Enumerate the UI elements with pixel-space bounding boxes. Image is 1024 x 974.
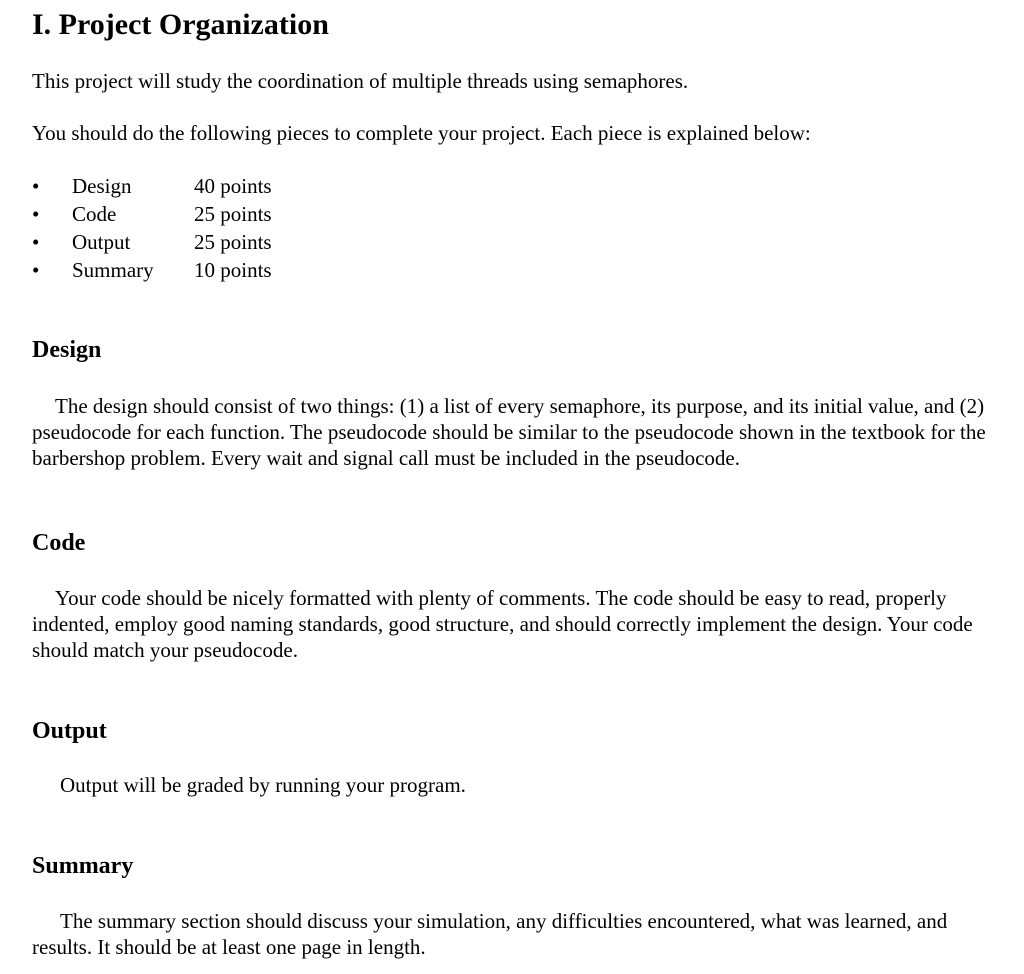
grading-item-points: 10 points	[194, 258, 272, 282]
list-item	[32, 172, 332, 200]
grading-item-points: 25 points	[194, 202, 272, 226]
list-item	[32, 256, 332, 284]
summary-paragraph: The summary section should discuss your simulation, any difficulties encountered, what was learned, and results. It should be at least one page in length.	[32, 909, 948, 959]
grading-item-label: Design	[72, 174, 132, 198]
bullet-icon: •	[32, 202, 40, 226]
grading-item-label: Summary	[72, 258, 154, 282]
bullet-icon: •	[32, 258, 40, 282]
bullet-icon: •	[32, 174, 40, 198]
design-heading: Design	[32, 337, 102, 363]
list-item	[32, 228, 332, 256]
list-item	[32, 200, 332, 228]
summary-heading: Summary	[32, 853, 134, 879]
grading-item-label: Output	[72, 230, 131, 254]
bullet-icon: •	[32, 230, 40, 254]
design-paragraph: The design should consist of two things: (1) a list of every semaphore, its purpose, and its initial value, and (2) pseudocode for each function. The pseudocode should be similar to the pseudocode shown in the textbook for the barbershop problem. Every wait and signal call must be included in the pseudocode.	[32, 394, 986, 470]
grading-item-label: Code	[72, 202, 117, 226]
output-paragraph: Output will be graded by running your program.	[60, 773, 466, 797]
code-heading: Code	[32, 530, 86, 556]
code-paragraph: Your code should be nicely formatted with plenty of comments. The code should be easy to read, properly indented, employ good naming standards, good structure, and should correctly implement the design. Your code should match your pseudocode.	[32, 586, 973, 662]
grading-item-points: 40 points	[194, 174, 272, 198]
pieces-intro-paragraph: You should do the following pieces to complete your project. Each piece is explained below:	[32, 121, 811, 145]
grading-item-points: 25 points	[194, 230, 272, 254]
page-title: I. Project Organization	[32, 8, 329, 41]
intro-paragraph: This project will study the coordination of multiple threads using semaphores.	[32, 69, 689, 93]
output-heading: Output	[32, 718, 107, 744]
